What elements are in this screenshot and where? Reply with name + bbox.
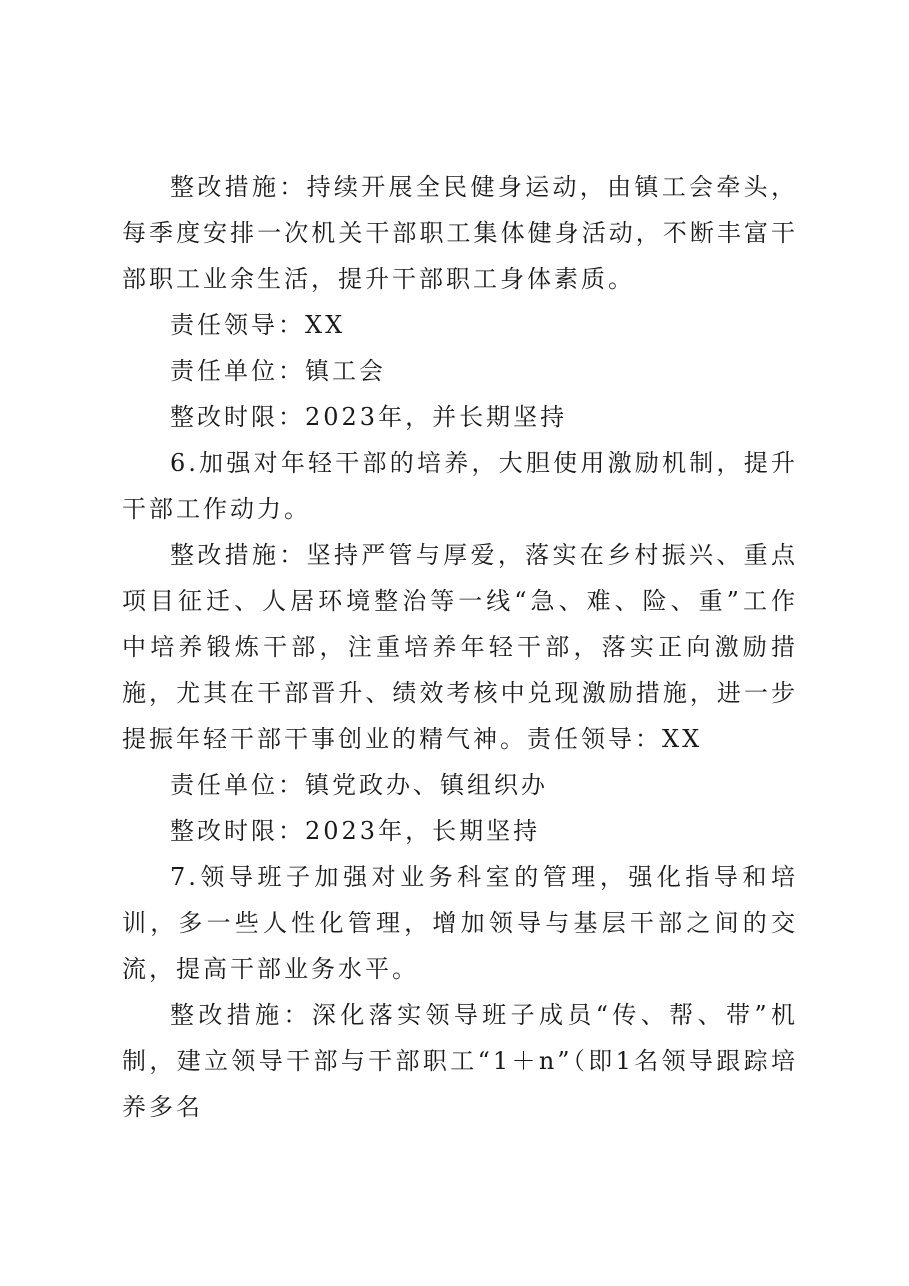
paragraph-item-6: 6.加强对年轻干部的培养，大胆使用激励机制，提升干部工作动力。 — [122, 449, 798, 523]
paragraph-responsible-unit-1: 责任单位：镇工会 — [170, 357, 386, 385]
paragraph-measures-fitness: 整改措施：持续开展全民健身运动，由镇工会牵头，每季度安排一次机关干部职工集体健身活动，不断丰富干部职工业余生活，提升干部职工身体素质。 — [122, 173, 798, 293]
paragraph-measures-young-cadres: 整改措施：坚持严管与厚爱，落实在乡村振兴、重点项目征迁、人居环境整治等一线“急、难、险、重”工作中培养锻炼干部，注重培养年轻干部，落实正向激励措施，尤其在干部晋升、绩效考核中兑现激励措施，进一步提振年轻干部干事创业的精气神。责任领导：XX — [122, 541, 798, 753]
document-body — [122, 164, 798, 1130]
paragraph-deadline-1: 整改时限：2023年，并长期坚持 — [170, 403, 568, 431]
paragraph-deadline-2: 整改时限：2023年，长期坚持 — [170, 817, 541, 845]
paragraph-responsible-leader-1: 责任领导：XX — [170, 311, 346, 339]
paragraph-item-7: 7.领导班子加强对业务科室的管理，强化指导和培训，多一些人性化管理，增加领导与基层干部之间的交流，提高干部业务水平。 — [122, 863, 798, 983]
paragraph-measures-mentoring: 整改措施：深化落实领导班子成员“传、帮、带”机制，建立领导干部与干部职工“1＋n”（即1名领导跟踪培养多名 — [122, 1001, 798, 1121]
paragraph-responsible-unit-2: 责任单位：镇党政办、镇组织办 — [170, 771, 548, 799]
